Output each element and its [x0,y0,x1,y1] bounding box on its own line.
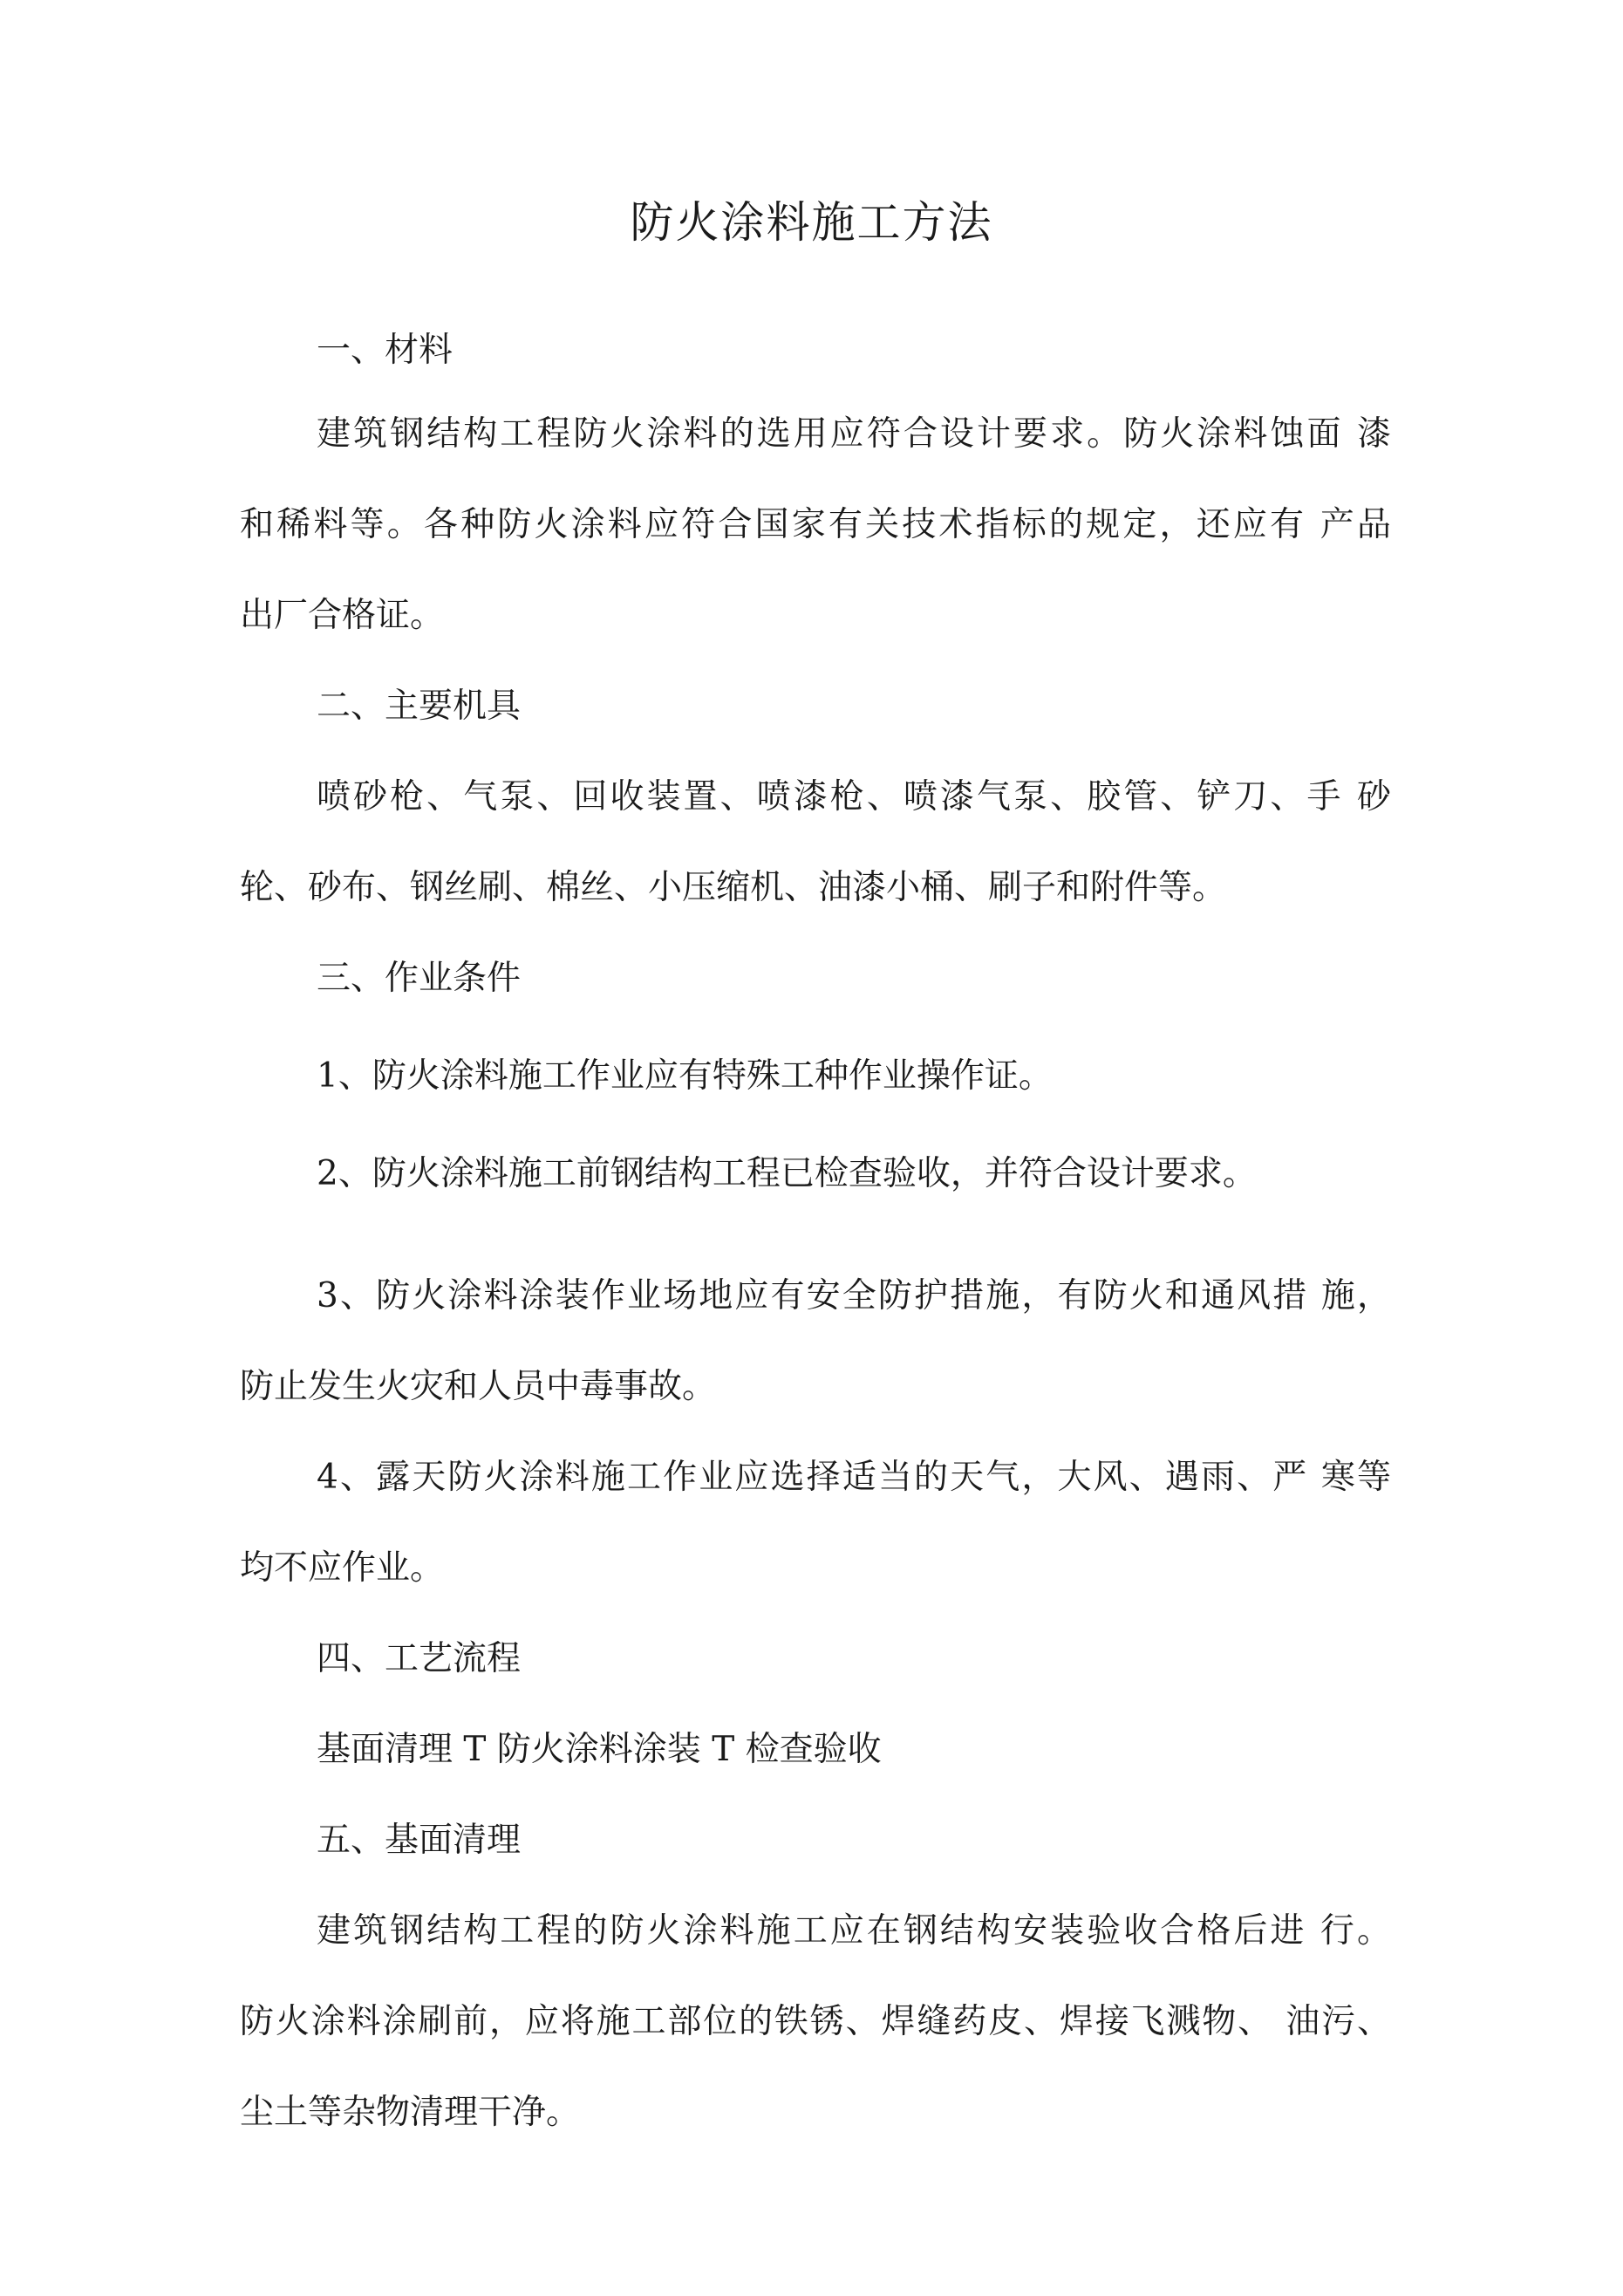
condition-item-3-line-2: 防止发生火灾和人员中毒事故。 [240,1367,717,1406]
paragraph-materials-line-3: 出厂合格证。 [240,596,445,635]
condition-item-2: 2、防火涂料施工前钢结构工程已检查验收，并符合设计要求。 [317,1154,1257,1193]
paragraph-materials-line-1: 建筑钢结构工程防火涂料的选用应符合设计要求。防火涂料蚀面 漆 [317,414,1391,454]
paragraph-tools-line-1: 喷砂枪、气泵、回收装置、喷漆枪、喷漆气泵、胶管、铲刀、手 砂 [317,777,1391,817]
section-heading-process: 四、工艺流程 [317,1639,522,1678]
condition-item-3-line-1: 3、防火涂料涂装作业场地应有安全防护措施，有防火和通风措 施， [317,1276,1391,1315]
condition-item-1: 1、防火涂料施工作业应有特殊工种作业操作证。 [317,1056,1053,1096]
condition-item-4-line-2: 均不应作业。 [240,1548,445,1588]
section-heading-tools: 二、主要机具 [317,687,522,726]
section-heading-surface-cleaning: 五、基面清理 [317,1821,522,1860]
process-flow: 基面清理 T 防火涂料涂装 T 检查验收 [317,1730,882,1769]
paragraph-cleaning-line-2: 防火涂料涂刷前，应将施工部位的铁锈、焊缝药皮、焊接飞溅物、 油污、 [240,2002,1391,2041]
paragraph-materials-line-2: 和稀料等。各种防火涂料应符合国家有关技术指标的规定，还应有 产品 [240,505,1391,544]
section-heading-conditions: 三、作业条件 [317,959,522,998]
document-body [240,325,1391,2139]
section-heading-materials: 一、材料 [317,331,453,370]
document-title: 防火涂料施工方法 [630,197,993,248]
paragraph-tools-line-2: 轮、砂布、钢丝刷、棉丝、小压缩机、油漆小桶、刷子和附件等。 [240,868,1227,907]
condition-item-4-line-1: 4、露天防火涂料施工作业应选择适当的天气，大风、遇雨、严 寒等 [317,1458,1391,1497]
paragraph-cleaning-line-1: 建筑钢结构工程的防火涂料施工应在钢结构安装验收合格后进 行。 [317,1911,1391,1951]
paragraph-cleaning-line-3: 尘土等杂物清理干净。 [240,2093,581,2132]
